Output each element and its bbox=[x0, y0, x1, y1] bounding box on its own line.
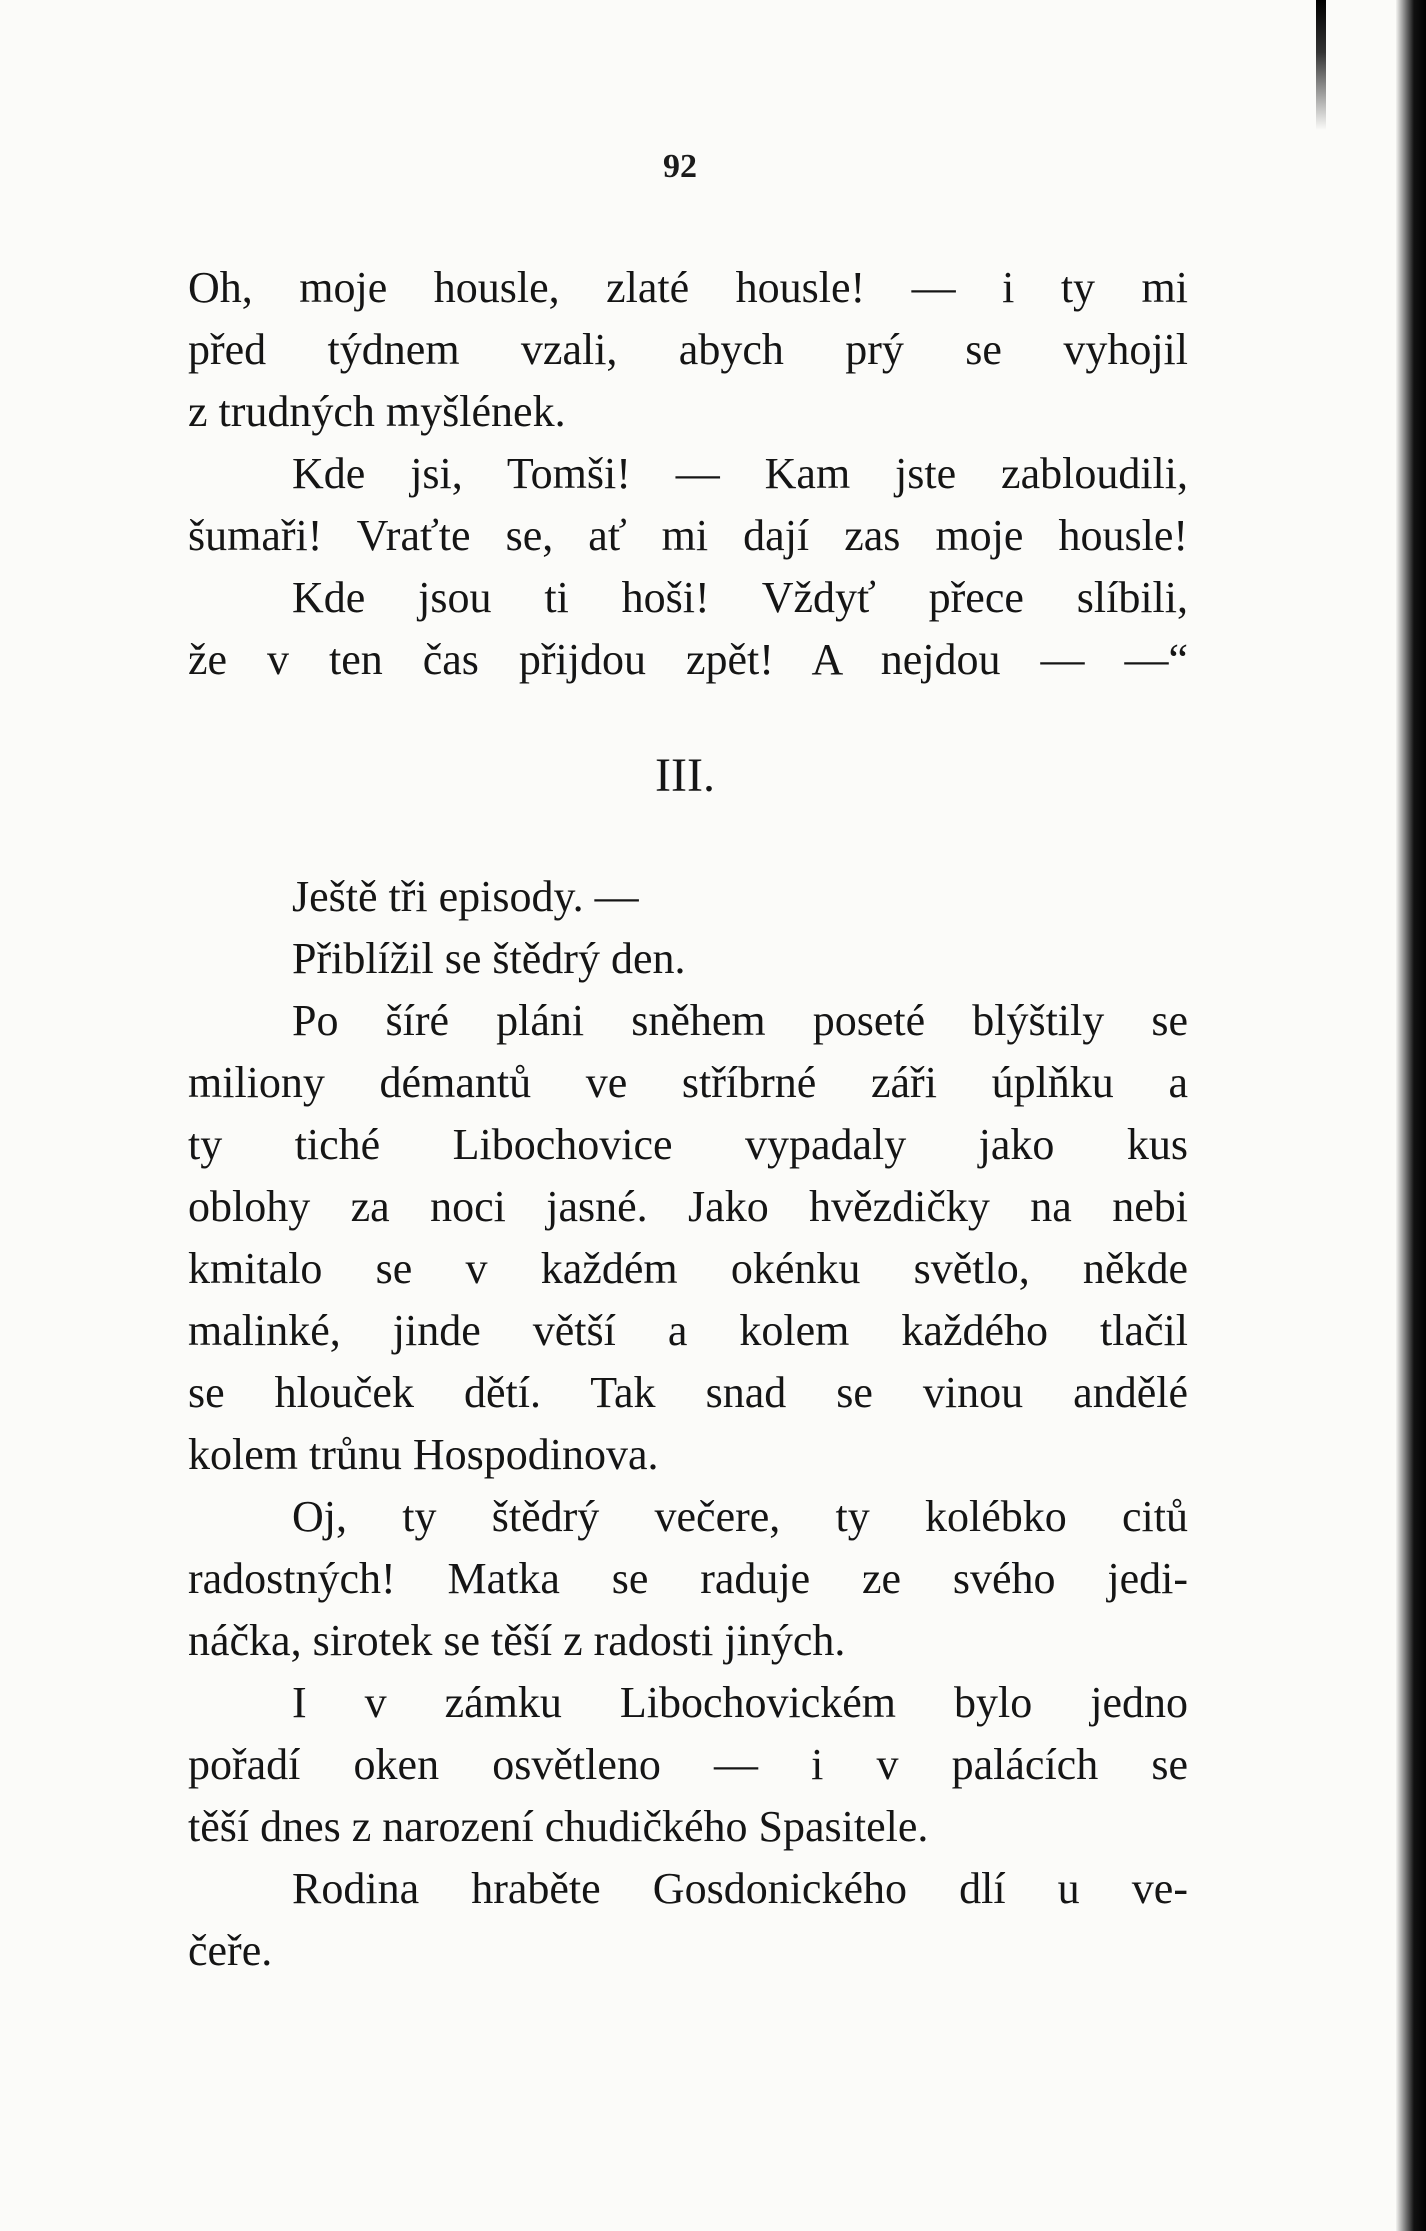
text-line: Oj, ty štědrý večere, ty kolébko citů bbox=[292, 1492, 1188, 1541]
page-edge-shadow bbox=[1396, 0, 1426, 2231]
text-line: Oh, moje housle, zlaté housle! — i ty mi bbox=[188, 263, 1188, 312]
text-line: Po šíré pláni sněhem poseté blýštily se bbox=[292, 996, 1188, 1045]
text-line: čeře. bbox=[188, 1926, 273, 1975]
text-line: Rodina hraběte Gosdonického dlí u ve- bbox=[292, 1864, 1188, 1913]
text-line: malinké, jinde větší a kolem každého tlačil bbox=[188, 1306, 1188, 1355]
text-line: pořadí oken osvětleno — i v palácích se bbox=[188, 1740, 1188, 1789]
paragraph-block-2 bbox=[188, 866, 1188, 1982]
text-line: kmitalo se v každém okénku světlo, někde bbox=[188, 1244, 1188, 1293]
text-line: se hlouček dětí. Tak snad se vinou andělé bbox=[188, 1368, 1188, 1417]
text-line: miliony démantů ve stříbrné záři úplňku a bbox=[188, 1058, 1188, 1107]
page-number: 92 bbox=[663, 148, 697, 185]
text-line: kolem trůnu Hospodinova. bbox=[188, 1430, 659, 1479]
text-line: před týdnem vzali, abych prý se vyhojil bbox=[188, 325, 1188, 374]
text-line: Ještě tři episody. — bbox=[292, 872, 639, 921]
text-line: šumaři! Vraťte se, ať mi dají zas moje housle! bbox=[188, 511, 1188, 560]
text-line: ty tiché Libochovice vypadaly jako kus bbox=[188, 1120, 1188, 1169]
text-line: Přiblížil se štědrý den. bbox=[292, 934, 686, 983]
text-line: náčka, sirotek se těší z radosti jiných. bbox=[188, 1616, 846, 1665]
paragraph-block-1 bbox=[188, 257, 1188, 691]
text-line: oblohy za noci jasné. Jako hvězdičky na nebi bbox=[188, 1182, 1188, 1231]
text-line: těší dnes z narození chudičkého Spasitele. bbox=[188, 1802, 929, 1851]
text-line: Kde jsi, Tomši! — Kam jste zabloudili, bbox=[292, 449, 1188, 498]
binding-mark bbox=[1316, 0, 1326, 130]
text-line: že v ten čas přijdou zpět! A nejdou — —“ bbox=[188, 635, 1188, 684]
section-heading: III. bbox=[655, 749, 715, 802]
text-line: Kde jsou ti hoši! Vždyť přece slíbili, bbox=[292, 573, 1188, 622]
text-line: I v zámku Libochovickém bylo jedno bbox=[292, 1678, 1188, 1727]
text-line: z trudných myšlének. bbox=[188, 387, 566, 436]
text-line: radostných! Matka se raduje ze svého jedi- bbox=[188, 1554, 1188, 1603]
